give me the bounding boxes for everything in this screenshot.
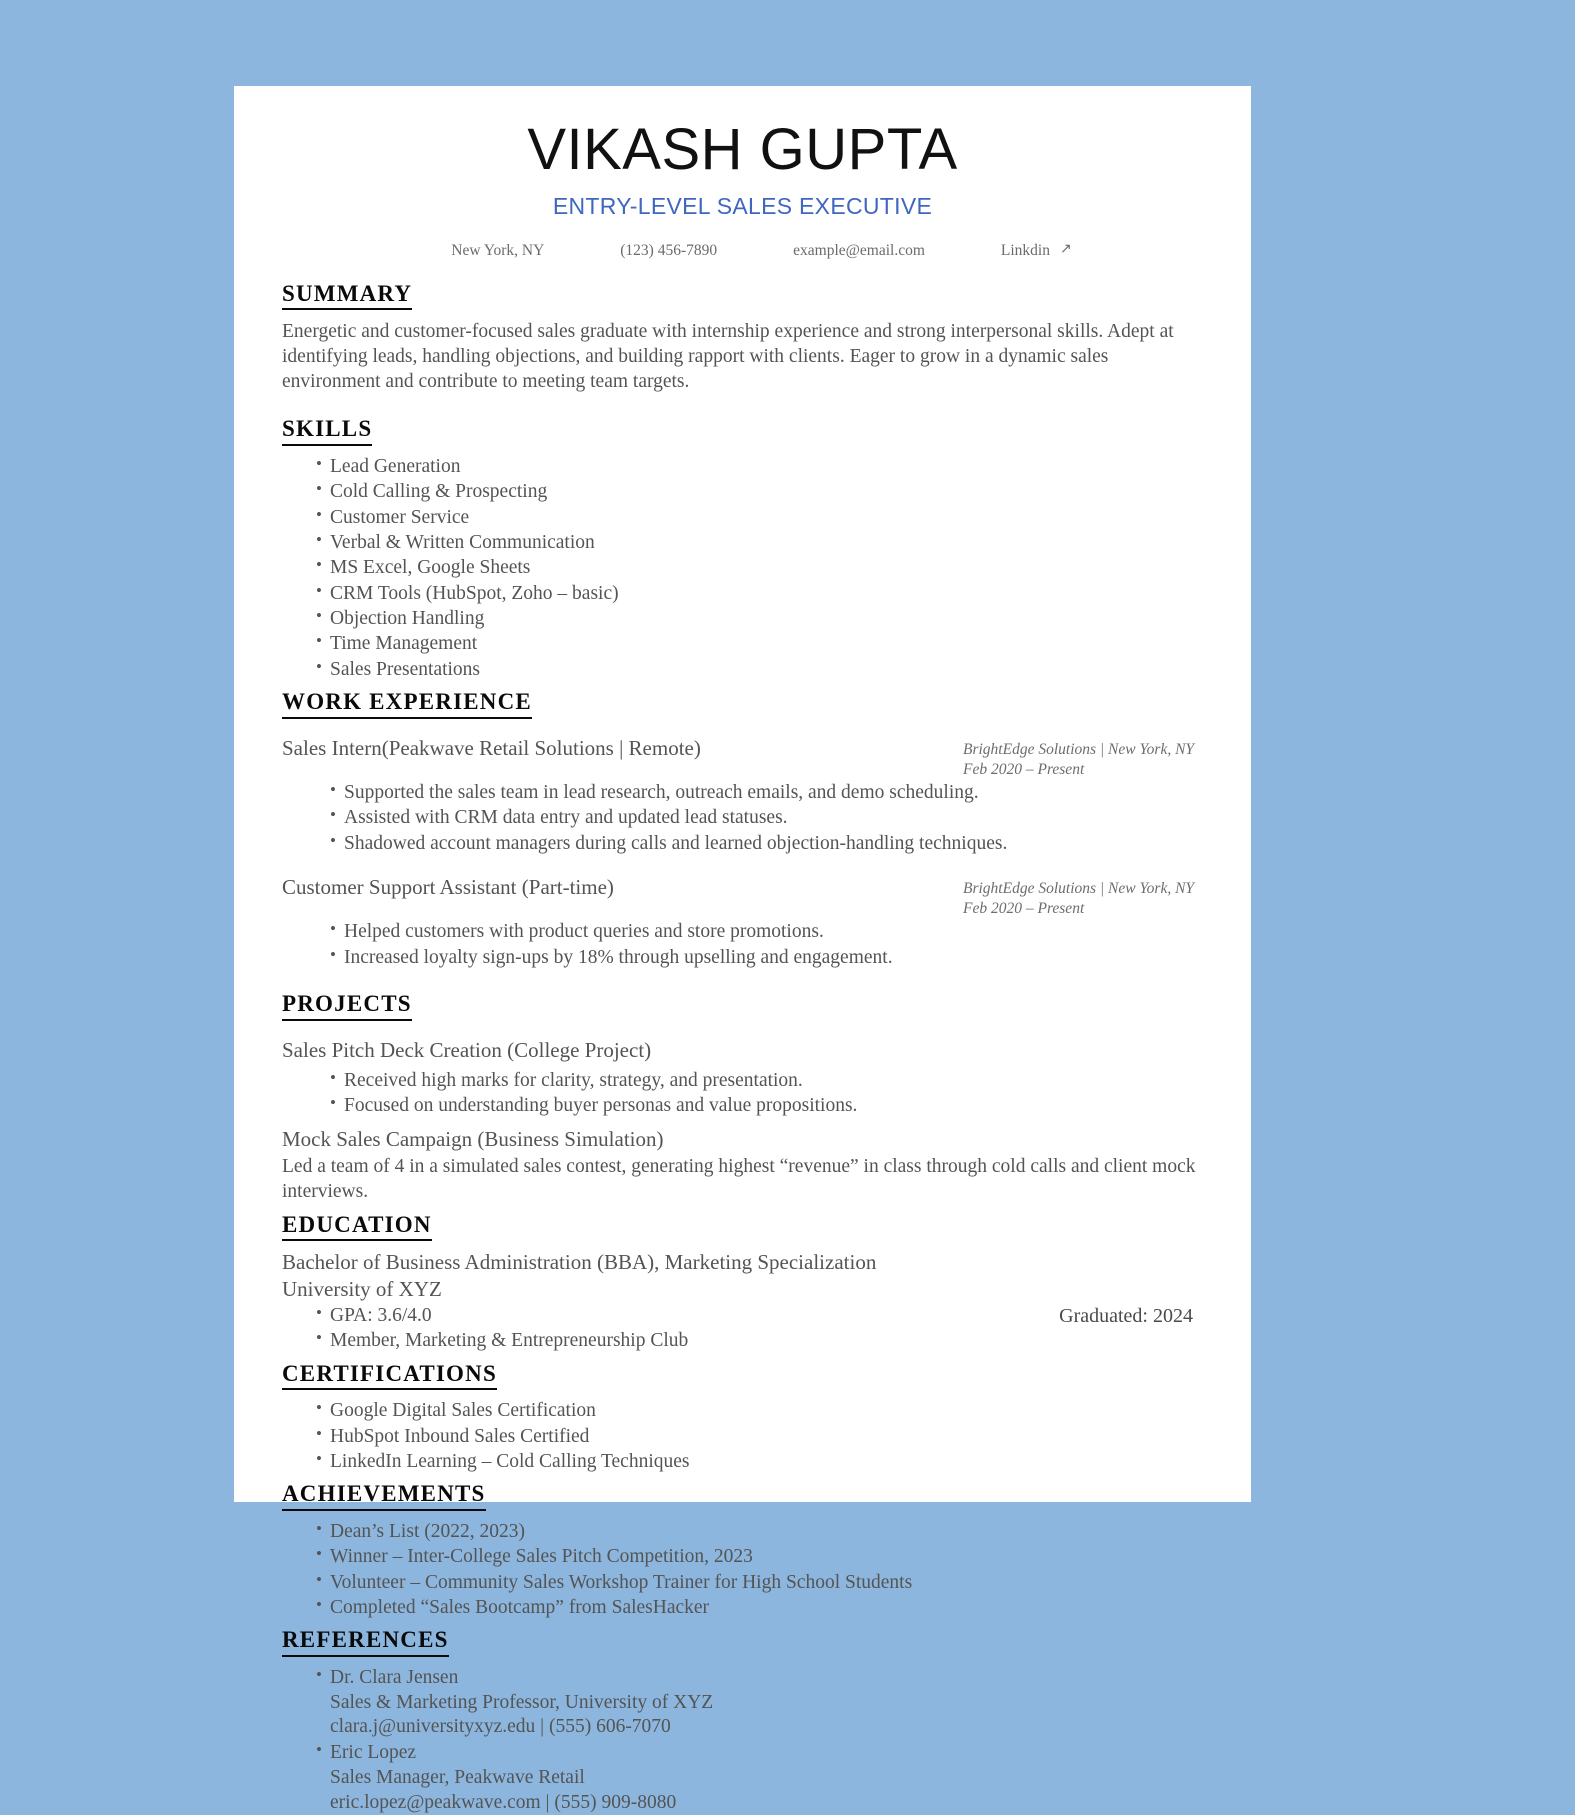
achievements-title-wrap [282,1480,1203,1519]
list-item: • Assisted with CRM data entry and updated lead statuses. [330,805,1203,830]
experience-entry-head [282,735,1203,780]
reference-role: Sales Manager, Peakwave Retail [330,1766,585,1788]
list-item: • CRM Tools (HubSpot, Zoho – basic) [316,581,1203,606]
list-item: • HubSpot Inbound Sales Certified [316,1424,1203,1449]
section-title-education: EDUCATION [282,1211,432,1242]
experience-dates: Feb 2020 – Present [963,900,1085,918]
section-title-projects: PROJECTS [282,990,412,1021]
section-title-work-experience: WORK EXPERIENCE [282,688,532,719]
candidate-headline: ENTRY-LEVEL SALES EXECUTIVE [552,192,933,219]
list-item: • Shadowed account managers during calls and learned objection-handling techniques. [330,831,1203,856]
experience-dates: Feb 2020 – Present [963,760,1085,778]
contact-email[interactable]: example@email.com [793,241,925,259]
contact-row [282,242,1203,260]
education-graduation-year: Graduated: 2024 [1059,1304,1193,1327]
resume-header [282,117,1203,260]
list-item: • Completed “Sales Bootcamp” from SalesHacker [316,1595,1203,1620]
contact-linkedin-label: Linkdin [1000,241,1050,259]
project-description: Led a team of 4 in a simulated sales contest, generating highest “revenue” in class through cold calls and client mock interviews. [282,1155,1196,1202]
list-item: • Lead Generation [316,454,1203,479]
list-item: • MS Excel, Google Sheets [316,555,1203,580]
contact-location: New York, NY [451,241,545,259]
list-item: • Member, Marketing & Entrepreneurship Club [316,1328,688,1353]
project-entry [282,1037,1203,1119]
summary-text: Energetic and customer-focused sales graduate with internship experience and strong interpersonal skills. Adept at identifying leads, handling objections, and building rapport with clients. Eager to grow in a dynamic sales environment and contribute to meeting team targets. [282,321,1174,393]
section-title-references: REFERENCES [282,1626,449,1657]
experience-company-location: BrightEdge Solutions | New York, NY [963,879,1195,897]
reference-name: Eric Lopez [330,1742,417,1764]
list-item: • Helped customers with product queries and store promotions. [330,919,1203,944]
experience-entry [282,735,1203,856]
list-item: • Winner – Inter-College Sales Pitch Competition, 2023 [316,1544,1203,1569]
list-item: • Verbal & Written Communication [316,530,1203,555]
education-degree: Bachelor of Business Administration (BBA), Marketing Specialization [282,1250,877,1275]
experience-bullets [282,919,1203,970]
section-work-experience [282,688,1203,970]
achievements-list [282,1519,1203,1620]
references-title-wrap [282,1626,1203,1665]
education-details-row [282,1303,1203,1354]
list-item [316,1665,1203,1740]
section-title-summary: SUMMARY [282,280,412,311]
certifications-title-wrap [282,1360,1203,1399]
list-item: • Received high marks for clarity, strategy, and presentation. [330,1068,1203,1093]
reference-role: Sales & Marketing Professor, University of XYZ [330,1691,714,1713]
section-certifications [282,1360,1203,1475]
contact-linkedin-link[interactable] [963,242,1072,260]
project-entry [282,1126,1203,1204]
section-achievements [282,1480,1203,1620]
reference-name: Dr. Clara Jensen [330,1666,459,1688]
project-title: Sales Pitch Deck Creation (College Project) [282,1037,652,1062]
list-item: • Dean’s List (2022, 2023) [316,1519,1203,1544]
experience-bullets [282,780,1203,856]
list-item [316,1740,1203,1815]
section-title-skills: SKILLS [282,415,372,446]
projects-title-wrap [282,990,1203,1029]
section-title-certifications: CERTIFICATIONS [282,1360,497,1391]
list-item: • Google Digital Sales Certification [316,1398,1203,1423]
reference-contact[interactable]: eric.lopez@peakwave.com | (555) 909-8080 [330,1791,677,1813]
project-bullets [282,1068,1203,1119]
external-link-arrow-icon: ↗ [1060,241,1072,257]
list-item: • Sales Presentations [316,657,1203,682]
experience-company-location: BrightEdge Solutions | New York, NY [963,740,1195,758]
section-skills [282,415,1203,682]
section-summary [282,280,1203,395]
list-item: • Cold Calling & Prospecting [316,479,1203,504]
list-item: • GPA: 3.6/4.0 [316,1303,688,1328]
list-item: • Focused on understanding buyer personas and value propositions. [330,1093,1203,1118]
work-title-wrap [282,688,1203,727]
list-item: • Volunteer – Community Sales Workshop Trainer for High School Students [316,1570,1203,1595]
experience-entry-head [282,874,1203,919]
certifications-list [282,1398,1203,1474]
summary-title-wrap [282,280,1203,319]
experience-meta [963,874,1203,919]
list-item: • Customer Service [316,505,1203,530]
experience-entry [282,874,1203,970]
contact-phone[interactable]: (123) 456-7890 [620,241,718,259]
list-item: • Increased loyalty sign-ups by 18% through upselling and engagement. [330,945,1203,970]
section-references [282,1626,1203,1815]
list-item: • Objection Handling [316,606,1203,631]
section-projects [282,990,1203,1205]
education-school: University of XYZ [282,1277,442,1302]
experience-job-title: Customer Support Assistant (Part-time) [282,874,614,899]
project-title: Mock Sales Campaign (Business Simulation) [282,1127,664,1152]
section-education [282,1211,1203,1354]
skills-title-wrap [282,415,1203,454]
resume-document [234,86,1251,1813]
skills-list [282,454,1203,682]
list-item: • LinkedIn Learning – Cold Calling Techniques [316,1449,1203,1474]
experience-job-title: Sales Intern(Peakwave Retail Solutions | Remote) [282,735,701,760]
experience-meta [963,735,1203,780]
list-item: • Time Management [316,631,1203,656]
reference-contact[interactable]: clara.j@universityxyz.edu | (555) 606-7070 [330,1716,671,1738]
candidate-name: VIKASH GUPTA [527,117,958,182]
section-title-achievements: ACHIEVEMENTS [282,1480,486,1511]
list-item: • Supported the sales team in lead research, outreach emails, and demo scheduling. [330,780,1203,805]
entry-spacer [282,856,1203,866]
education-bullets [282,1303,688,1354]
references-list [282,1665,1203,1815]
education-title-wrap [282,1211,1203,1250]
